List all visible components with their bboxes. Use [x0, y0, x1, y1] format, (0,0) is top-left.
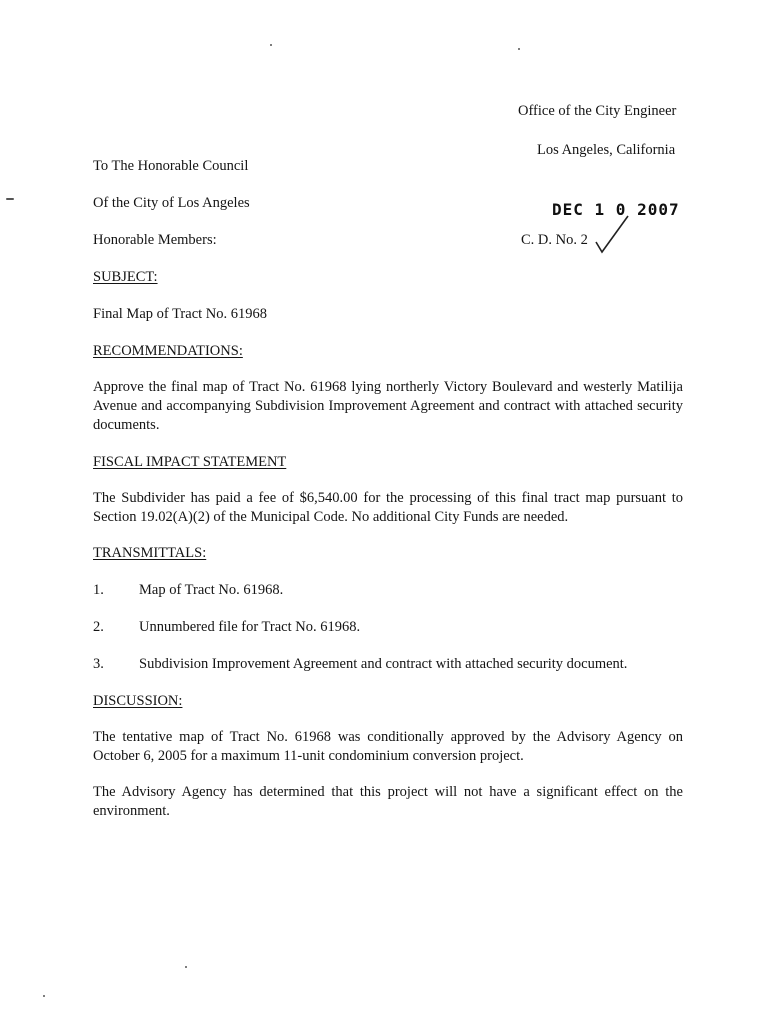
scan-speck [270, 44, 272, 46]
transmittal-text: Unnumbered file for Tract No. 61968. [139, 619, 361, 635]
transmittals-heading: TRANSMITTALS: [93, 545, 207, 561]
scan-speck [185, 966, 187, 968]
transmittal-number: 3. [93, 656, 104, 672]
discussion-heading: DISCUSSION: [93, 693, 183, 709]
subject-text: Final Map of Tract No. 61968 [93, 306, 267, 322]
transmittal-number: 2. [93, 619, 104, 635]
scan-speck [518, 48, 520, 50]
recommendations-text: Approve the final map of Tract No. 61968 lying northerly Victory Boulevard and westerly Matilija Avenue and accompanying Subdivision Improvement Agreement and contract with attached security documents. [93, 379, 683, 433]
date-stamp: DEC 1 0 2007 [552, 200, 680, 219]
council-district: C. D. No. 2 [521, 232, 588, 248]
scan-speck [6, 198, 14, 200]
transmittal-number: 1. [93, 582, 104, 598]
subject-heading: SUBJECT: [93, 269, 158, 285]
office-title: Office of the City Engineer [518, 103, 677, 119]
office-location: Los Angeles, California [537, 142, 676, 158]
transmittal-text: Map of Tract No. 61968. [139, 582, 284, 598]
recommendations-heading: RECOMMENDATIONS: [93, 343, 243, 359]
addressee-line2: Of the City of Los Angeles [93, 195, 250, 211]
checkmark-icon [594, 212, 634, 254]
addressee-line1: To The Honorable Council [93, 158, 249, 174]
discussion-paragraph-2: The Advisory Agency has determined that this project will not have a significant effect on the environment. [93, 784, 683, 819]
transmittal-text: Subdivision Improvement Agreement and contract with attached security document. [139, 656, 628, 672]
scan-speck [43, 995, 45, 997]
salutation: Honorable Members: [93, 232, 217, 248]
discussion-paragraph-1: The tentative map of Tract No. 61968 was conditionally approved by the Advisory Agency on October 6, 2005 for a maximum 11-unit condominium conversion project. [93, 729, 683, 764]
fiscal-text: The Subdivider has paid a fee of $6,540.00 for the processing of this final tract map pursuant to Section 19.02(A)(2) of the Municipal Code. No additional City Funds are needed. [93, 490, 683, 525]
fiscal-heading: FISCAL IMPACT STATEMENT [93, 454, 287, 470]
